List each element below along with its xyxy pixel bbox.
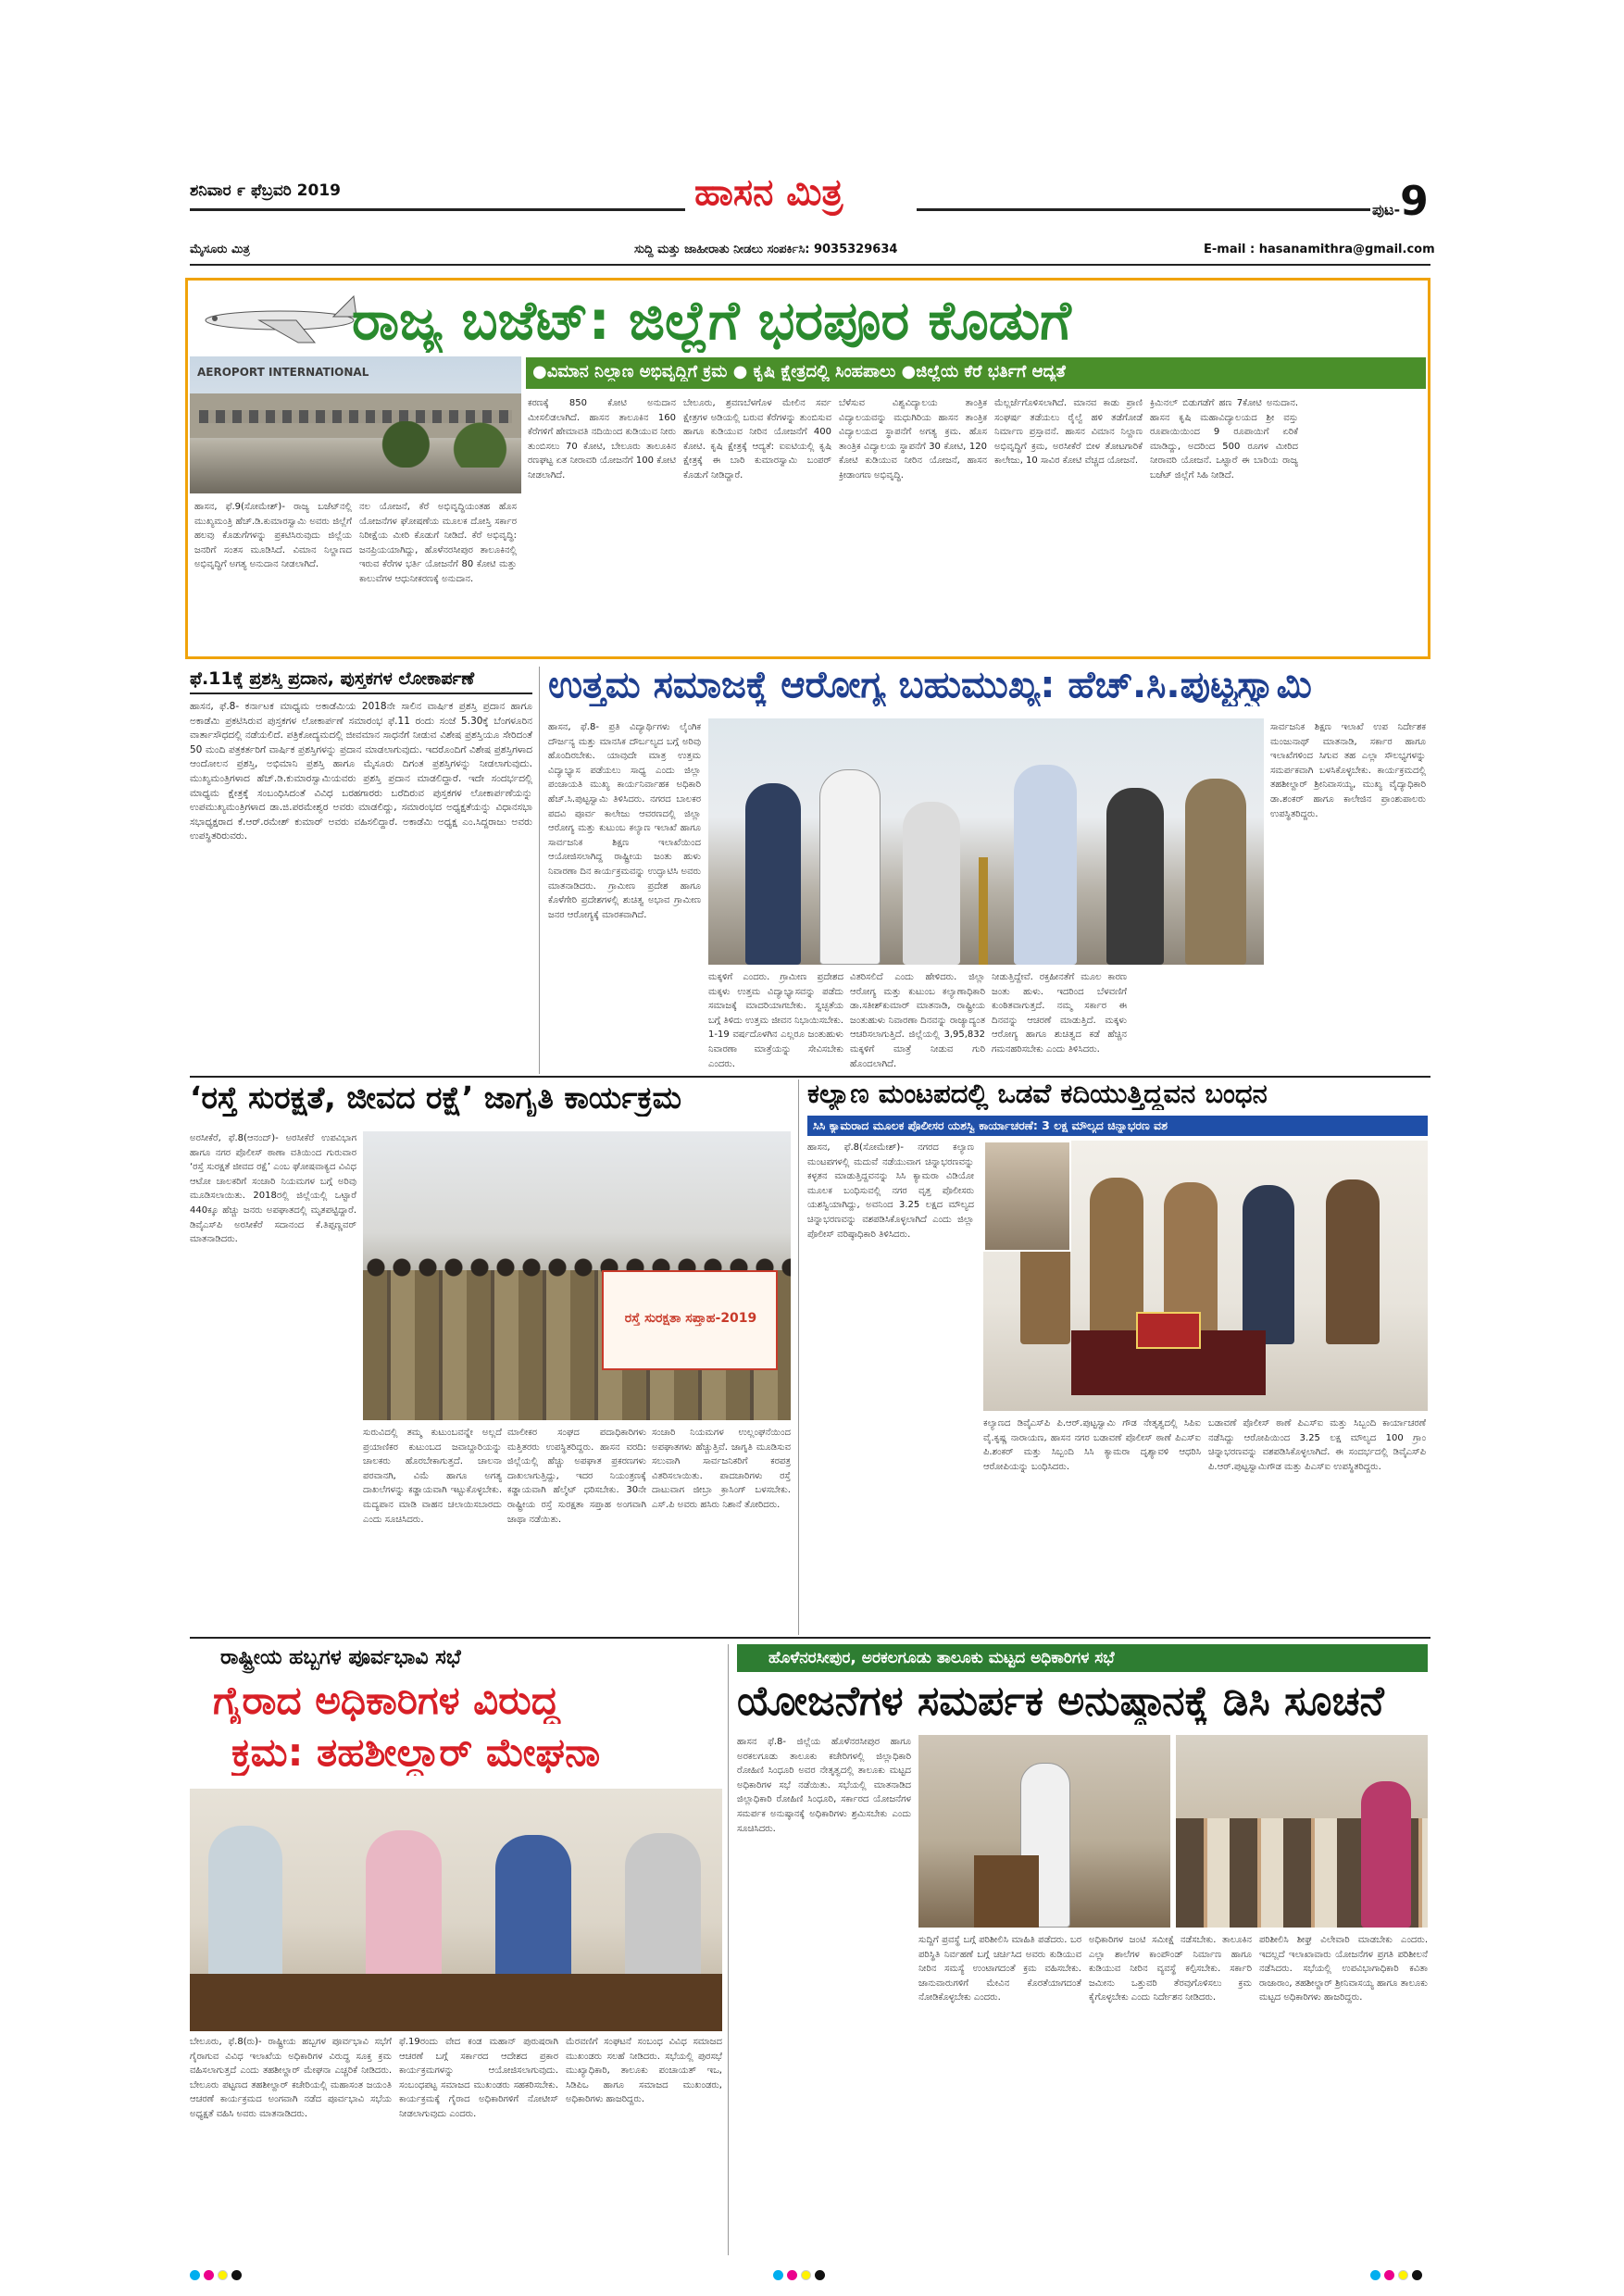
health-photo: [708, 718, 1264, 965]
person-1: [745, 783, 801, 965]
person-4: [1014, 765, 1077, 965]
person-6: [1185, 779, 1246, 965]
road-col-4: ಸಂಚಾರಿ ನಿಯಮಗಳ ಉಲ್ಲಂಘನೆಯಿಂದ ಅಪಘಾತಗಳು ಹೆಚ್ಚುತ್ತಿವೆ. ಜಾಗೃತಿ ಮೂಡಿಸುವ ಸಲುವಾಗಿ ಸಾರ್ವಜನಿಕರಿಗೆ ಕರಪತ್ರ ವಿತರಿಸಲಾಯಿತು. ಪಾದಚಾರಿಗಳು ರಸ್ತೆ ದಾಟುವಾಗ ಜೀಬ್ರಾ ಕ್ರಾಸಿಂಗ್ ಬಳಸಬೇಕು. ಎಸ್.ಪಿ ಅವರು ಹಸಿರು ನಿಶಾನೆ ತೋರಿದರು.: [652, 1428, 791, 1510]
dc-kicker: ಹೊಳೆನರಸೀಪುರ, ಅರಕಲಗೂಡು ತಾಲೂಕು ಮಟ್ಟದ ಅಧಿಕಾರಿಗಳ ಸಭೆ: [768, 1649, 1115, 1667]
masthead-rule-right: [917, 208, 1370, 211]
person-5: [1106, 788, 1164, 965]
national-kicker: ರಾಷ್ಟ್ರೀಯ ಹಬ್ಬಗಳ ಪೂರ್ವಭಾವಿ ಸಭೆ: [220, 1646, 461, 1669]
health-col-4: ನೀಡುತ್ತಿದ್ದೇವೆ. ರಕ್ತಹೀನತೆಗೆ ಮೂಲ ಕಾರಣ ಜಂತು ಹುಳು. ಇದರಿಂದ ಬೆಳವಣಿಗೆ ಕುಂಠಿತವಾಗುತ್ತದೆ. ನಮ್ಮ ಸರ್ಕಾರ ಈ ದಿನವನ್ನು ಆಚರಣೆ ಮಾಡುತ್ತಿದೆ. ಮಕ್ಕಳು ಆರೋಗ್ಯ ಹಾಗೂ ಶುಚಿತ್ವದ ಕಡೆ ಹೆಚ್ಚಿನ ಗಮನಹರಿಸಬೇಕು ಎಂದು ತಿಳಿಸಿದರು.: [992, 972, 1127, 1054]
budget-col-8: [1305, 396, 1421, 654]
page-number: 9: [1400, 178, 1429, 225]
health-col-5: ಸಾರ್ವಜನಿಕ ಶಿಕ್ಷಣ ಇಲಾಖೆ ಉಪ ನಿರ್ದೇಶಕ ಮಂಜುನಾಥ್ ಮಾತನಾಡಿ, ಸರ್ಕಾರ ಹಾಗೂ ಇಲಾಖೆಗಳಿಂದ ಸಿಗುವ ತಹ ಎಲ್ಲಾ ಸೌಲಭ್ಯಗಳನ್ನು ಸಮರ್ಪಕವಾಗಿ ಬಳಸಿಕೊಳ್ಳಬೇಕು. ಕಾರ್ಯಕ್ರಮದಲ್ಲಿ ತಹಶೀಲ್ದಾರ್ ಶ್ರೀನಿವಾಸಯ್ಯ, ಮುಖ್ಯ ವೈದ್ಯಾಧಿಕಾರಿ ಡಾ.ಶಂಕರ್ ಹಾಗೂ ಕಾಲೇಜಿನ ಪ್ರಾಂಶುಪಾಲರು ಉಪಸ್ಥಿತರಿದ್ದರು.: [1270, 722, 1426, 819]
road-banner: [602, 1270, 778, 1370]
lamp-stand: [979, 857, 988, 965]
inset-portrait: [983, 1141, 1071, 1252]
officer-4: [1243, 1185, 1294, 1344]
black-dot: [231, 2270, 242, 2280]
national-col-1: ಬೇಲೂರು, ಫೆ.8(ರು)- ರಾಷ್ಟ್ರೀಯ ಹಬ್ಬಗಳ ಪೂರ್ವಭಾವಿ ಸಭೆಗೆ ಗೈರಾಗುವ ವಿವಿಧ ಇಲಾಖೆಯ ಅಧಿಕಾರಿಗಳ ವಿರುದ್ಧ ಸೂಕ್ತ ಕ್ರಮ ವಹಿಸಲಾಗುತ್ತದೆ ಎಂದು ತಹಶೀಲ್ದಾರ್ ಮೇಘನಾ ಎಚ್ಚರಿಕೆ ನೀಡಿದರು. ಬೇಲೂರು ಪಟ್ಟಣದ ತಹಶೀಲ್ದಾರ್ ಕಚೇರಿಯಲ್ಲಿ ಮಹಾಸಂತ ಜಯಂತಿ ಆಚರಣೆ ಕಾರ್ಯಕ್ರಮದ ಅಂಗವಾಗಿ ನಡೆದ ಪೂರ್ವಭಾವಿ ಸಭೆಯ ಅಧ್ಯಕ್ಷತೆ ವಹಿಸಿ ಅವರು ಮಾತನಾಡಿದರು.: [190, 2037, 392, 2119]
registration-dots-left: [190, 2270, 245, 2281]
budget-bullets: ●ವಿಮಾನ ನಿಲ್ದಾಣ ಅಭಿವೃದ್ಧಿಗೆ ಕ್ರಮ ● ಕೃಷಿ ಕ್ಷೇತ್ರದಲ್ಲಿ ಸಿಂಹಪಾಲು ●ಜಿಲ್ಲೆಯ ಕೆರೆ ಭರ್ತಿಗೆ ಆದ್ಯತೆ: [532, 362, 1066, 381]
police-photo: [983, 1141, 1428, 1411]
masthead-bottom-rule: [190, 264, 1430, 266]
road-col-2: ಸುರುವಿದಲ್ಲಿ ತಮ್ಮ ಕುಟುಂಬವನ್ನೇ ಅಲ್ಲದೆ ಪ್ರಯಾಣಿಕರ ಕುಟುಂಬದ ಜವಾಬ್ದಾರಿಯನ್ನು ಚಾಲಕರು ಹೊರಬೇಕಾಗುತ್ತದೆ. ಚಾಲನಾ ಪರವಾನಗಿ, ವಿಮೆ ಹಾಗೂ ಅಗತ್ಯ ದಾಖಲೆಗಳನ್ನು ಕಡ್ಡಾಯವಾಗಿ ಇಟ್ಟುಕೊಳ್ಳಬೇಕು. ಮದ್ಯಪಾನ ಮಾಡಿ ವಾಹನ ಚಲಾಯಿಸಬಾರದು ಎಂದು ಸೂಚಿಸಿದರು.: [363, 1428, 502, 1525]
black-dot: [815, 2270, 825, 2280]
marriage-headline: ಕಲ್ಯಾಣ ಮಂಟಪದಲ್ಲಿ ಒಡವೆ ಕದಿಯುತ್ತಿದ್ದವನ ಬಂಧನ: [807, 1078, 1268, 1109]
cyan-dot: [1370, 2270, 1380, 2280]
dc-col-1: ಹಾಸನ ಫೆ.8- ಜಿಲ್ಲೆಯ ಹೊಳೆನರಸೀಪುರ ಹಾಗೂ ಅರಕಲಗೂಡು ತಾಲೂಕು ಕಚೇರಿಗಳಲ್ಲಿ ಜಿಲ್ಲಾಧಿಕಾರಿ ರೋಹಿಣಿ ಸಿಂಧೂರಿ ಅವರ ನೇತೃತ್ವದಲ್ಲಿ ತಾಲೂಕು ಮಟ್ಟದ ಅಧಿಕಾರಿಗಳ ಸಭೆ ನಡೆಯಿತು. ಸಭೆಯಲ್ಲಿ ಮಾತನಾಡಿದ ಜಿಲ್ಲಾಧಿಕಾರಿ ರೋಹಿಣಿ ಸಿಂಧೂರಿ, ಸರ್ಕಾರದ ಯೋಜನೆಗಳ ಸಮರ್ಪಕ ಅನುಷ್ಠಾನಕ್ಕೆ ಅಧಿಕಾರಿಗಳು ಶ್ರಮಿಸಬೇಕು ಎಂದು ಸೂಚಿಸಿದರು.: [737, 1737, 911, 1834]
dc-col-2: ಸುದ್ದಿಗೆ ಪ್ರವಸ್ಥೆ ಬಗ್ಗೆ ಪರಿಶೀಲಿಸಿ ಮಾಹಿತಿ ಪಡೆದರು. ಬರ ಪರಿಸ್ಥಿತಿ ನಿರ್ವಹಣೆ ಬಗ್ಗೆ ಚರ್ಚಿಸಿದ ಅವರು ಕುಡಿಯುವ ನೀರಿನ ಸಮಸ್ಯೆ ಉಂಟಾಗದಂತೆ ಕ್ರಮ ವಹಿಸಬೇಕು. ಜಾನುವಾರುಗಳಿಗೆ ಮೇವಿನ ಕೊರತೆಯಾಗದಂತೆ ನೋಡಿಕೊಳ್ಳಬೇಕು ಎಂದರು.: [918, 1935, 1081, 2003]
award-body: ಹಾಸನ, ಫೆ.8- ಕರ್ನಾಟಕ ಮಾಧ್ಯಮ ಅಕಾಡೆಮಿಯ 2018ನೇ ಸಾಲಿನ ವಾರ್ಷಿಕ ಪ್ರಶಸ್ತಿ ಪ್ರದಾನ ಹಾಗೂ ಅಕಾಡೆಮಿ ಪ್ರಕಟಿಸಿರುವ ಪುಸ್ತಕಗಳ ಲೋಕಾರ್ಪಣೆ ಸಮಾರಂಭ ಫೆ.11 ರಂದು ಸಂಜೆ 5.30ಕ್ಕೆ ಬೆಂಗಳೂರಿನ ವಾರ್ತಾಸೌಧದಲ್ಲಿ ನಡೆಯಲಿದೆ. ಪತ್ರಿಕೋದ್ಯಮದಲ್ಲಿ ಜೀವಮಾನ ಸಾಧನೆಗೆ ನೀಡುವ ವಿಶೇಷ ಪ್ರಶಸ್ತಿಯೂ ಸೇರಿದಂತೆ 50 ಮಂದಿ ಪತ್ರಕರ್ತರಿಗೆ ವಾರ್ಷಿಕ ಪ್ರಶಸ್ತಿಗಳನ್ನು ಪ್ರದಾನ ಮಾಡಲಾಗುವುದು. ಇದರೊಂದಿಗೆ ವಿಶೇಷ ಪ್ರಶಸ್ತಿಗಳಾದ ಆಂದೋಲನ ಪ್ರಶಸ್ತಿ, ಅಭಿಮಾನಿ ಪ್ರಶಸ್ತಿ ಹಾಗೂ ಮೈಸೂರು ದಿಗಂತ ಪ್ರಶಸ್ತಿಗಳನ್ನು ನೀಡಲಾಗುವುದು. ಮುಖ್ಯಮಂತ್ರಿಗಳಾದ ಹೆಚ್.ಡಿ.ಕುಮಾರಸ್ವಾಮಿಯವರು ಪ್ರಶಸ್ತಿ ಪ್ರದಾನ ಮಾಡಲಿದ್ದಾರೆ. ಇದೇ ಸಂದರ್ಭದಲ್ಲಿ ಮಾಧ್ಯಮ ಕ್ಷೇತ್ರಕ್ಕೆ ಸಂಬಂಧಿಸಿದಂತೆ ವಿವಿಧ ಬರಹಗಾರರು ಬರೆದಿರುವ ಪುಸ್ತಕಗಳ ಲೋಕಾರ್ಪಣೆಯನ್ನು ಉಪಮುಖ್ಯಮಂತ್ರಿಗಳಾದ ಡಾ.ಜಿ.ಪರಮೇಶ್ವರ ಅವರು ಮಾಡಲಿದ್ದು, ಸಮಾರಂಭದ ಅಧ್ಯಕ್ಷತೆಯನ್ನು ವಿಧಾನಸಭಾ ಸಭಾಧ್ಯಕ್ಷರಾದ ಕೆ.ಆರ್.ರಮೇಶ್ ಕುಮಾರ್ ಅವರು ವಹಿಸಲಿದ್ದಾರೆ. ಅಕಾಡೆಮಿ ಅಧ್ಯಕ್ಷ ಎಂ.ಸಿದ್ದರಾಜು ಅವರು ಉಪಸ್ಥಿತರಿರುವರು.: [190, 701, 532, 842]
budget-col-3: ಕರಣಕ್ಕೆ 850 ಕೋಟಿ ಅನುದಾನ ಮೀಸಲಿಡಲಾಗಿದೆ. ಹಾಸನ ತಾಲೂಕಿನ 160 ಕೆರೆಗಳಿಗೆ ಹೇಮಾವತಿ ನದಿಯಿಂದ ಕುಡಿಯುವ ನೀರು ತುಂಬಿಸಲು 70 ಕೋಟಿ, ಬೇಲೂರು ತಾಲೂಕಿನ ರಣಘಟ್ಟ ಏತ ನೀರಾವರಿ ಯೋಜನೆಗೆ 100 ಕೋಟಿ ನೀಡಲಾಗಿದೆ.: [528, 398, 676, 480]
podium: [974, 1855, 1039, 1928]
cyan-dot: [190, 2270, 200, 2280]
health-col-1: ಹಾಸನ, ಫೆ.8- ಪ್ರತಿ ವಿದ್ಯಾರ್ಥಿಗಳು ಲೈಂಗಿಕ ದೌರ್ಜನ್ಯ ಮತ್ತು ಮಾನಸಿಕ ದೌರ್ಬಲ್ಯದ ಬಗ್ಗೆ ಅರಿವು ಹೊಂದಿರಬೇಕು. ಯಾವುದೇ ಮಾತ್ರ ಉತ್ತಮ ವಿದ್ಯಾಭ್ಯಾಸ ಪಡೆಯಲು ಸಾಧ್ಯ ಎಂದು ಜಿಲ್ಲಾ ಪಂಚಾಯತಿ ಮುಖ್ಯ ಕಾರ್ಯನಿರ್ವಾಹಕ ಅಧಿಕಾರಿ ಹೆಚ್.ಸಿ.ಪುಟ್ಟಸ್ವಾಮಿ ತಿಳಿಸಿದರು. ನಗರದ ಬಾಲಕರ ಪದವಿ ಪೂರ್ವ ಕಾಲೇಜು ಆವರಣದಲ್ಲಿ ಜಿಲ್ಲಾ ಆರೋಗ್ಯ ಮತ್ತು ಕುಟುಂಬ ಕಲ್ಯಾಣ ಇಲಾಖೆ ಹಾಗೂ ಸಾರ್ವಜನಿಕ ಶಿಕ್ಷಣ ಇಲಾಖೆಯಿಂದ ಆಯೋಜಿಸಲಾಗಿದ್ದ ರಾಷ್ಟ್ರೀಯ ಜಂತು ಹುಳು ನಿವಾರಣಾ ದಿನ ಕಾರ್ಯಕ್ರಮವನ್ನು ಉದ್ಘಾಟಿಸಿ ಅವರು ಮಾತನಾಡಿದರು. ಗ್ರಾಮೀಣ ಪ್ರದೇಶ ಹಾಗೂ ಕೊಳೆಗೇರಿ ಪ್ರದೇಶಗಳಲ್ಲಿ ಶುಚಿತ್ವ ಅಭಾವ ಗ್ರಾಮೀಣ ಜನರ ಆರೋಗ್ಯಕ್ಕೆ ಮಾರಕವಾಗಿದೆ.: [548, 722, 701, 920]
health-col-2: ಮಕ್ಕಳಿಗೆ ಎಂದರು. ಗ್ರಾಮೀಣ ಪ್ರದೇಶದ ಮಕ್ಕಳು ಉತ್ತಮ ವಿದ್ಯಾಭ್ಯಾಸವನ್ನು ಪಡೆದು ಸಮಾಜಕ್ಕೆ ಮಾದರಿಯಾಗಬೇಕು. ಸ್ವಚ್ಛತೆಯ ಬಗ್ಗೆ ತಿಳಿದು ಉತ್ತಮ ಜೀವನ ನಿಭಾಯಿಸಬೇಕು. 1-19 ವರ್ಷದೊಳಗಿನ ಎಲ್ಲರೂ ಜಂತುಹುಳು ನಿವಾರಣಾ ಮಾತ್ರೆಯನ್ನು ಸೇವಿಸಬೇಕು ಎಂದರು.: [708, 972, 843, 1069]
dc-col-3: ಅಧಿಕಾರಿಗಳ ಜಂಟಿ ಸಮೀಕ್ಷೆ ನಡೆಸಬೇಕು. ತಾಲೂಕಿನ ಎಲ್ಲಾ ಶಾಲೆಗಳ ಕಾಂಪೌಂಡ್ ನಿರ್ಮಾಣ ಹಾಗೂ ಕುಡಿಯುವ ನೀರಿನ ವ್ಯವಸ್ಥೆ ಕಲ್ಪಿಸಬೇಕು. ಸರ್ಕಾರಿ ಜಮೀನು ಒತ್ತುವರಿ ತೆರವುಗೊಳಿಸಲು ಕ್ರಮ ಕೈಗೊಳ್ಳಬೇಕು ಎಂದು ನಿರ್ದೇಶನ ನೀಡಿದರು.: [1089, 1935, 1252, 2003]
award-rule: [190, 693, 532, 694]
airplane-graphic: [194, 285, 356, 350]
budget-headline: ರಾಜ್ಯ ಬಜೆಟ್: ಜಿಲ್ಲೆಗೆ ಭರಪೂರ ಕೊಡುಗೆ: [352, 289, 1071, 352]
road-col-1: ಅರಸೀಕೆರೆ, ಫೆ.8(ಆನಂದ್)- ಅರಸೀಕೆರೆ ಉಪವಿಭಾಗ ಹಾಗೂ ನಗರ ಪೊಲೀಸ್ ಠಾಣಾ ವತಿಯಿಂದ ಗುರುವಾರ ‘ರಸ್ತೆ ಸುರಕ್ಷತೆ ಜೀವದ ರಕ್ಷೆ’ ಎಂಬ ಘೋಷವಾಕ್ಯದ ವಿವಿಧ ಆಟೋ ಚಾಲಕರಿಗೆ ಸಂಚಾರಿ ನಿಯಮಗಳ ಬಗ್ಗೆ ಅರಿವು ಮೂಡಿಸಲಾಯಿತು. 2018ರಲ್ಲಿ ಜಿಲ್ಲೆಯಲ್ಲಿ ಒಟ್ಟಾರೆ 440ಕ್ಕೂ ಹೆಚ್ಚು ಜನರು ಅಪಘಾತದಲ್ಲಿ ಮೃತಪಟ್ಟಿದ್ದಾರೆ. ಡಿವೈಎಸ್‌ಪಿ ಅರಸೀಕೆರೆ ಸದಾನಂದ ಕೆ.ತಿಪ್ಪಣ್ಣವರ್ ಮಾತನಾಡಿದರು.: [190, 1133, 356, 1245]
budget-col-2: ನಲ ಯೋಜನೆ, ಕೆರೆ ಅಭಿವೃದ್ಧಿಯಂತಹ ಹೊಸ ಯೋಜನೆಗಳ ಘೋಷಣೆಯ ಮೂಲಕ ದೋಸ್ತಿ ಸರ್ಕಾರ ನಿರೀಕ್ಷೆಯ ಮೀರಿ ಕೊಡುಗೆ ನೀಡಿದೆ. ಕೆರೆ ಅಭಿವೃದ್ಧಿ: ಜನಪ್ರಿಯಯಾಗಿದ್ದು, ಹೊಳೆನರಸೀಪುರ ತಾಲೂಕಿನಲ್ಲಿ ಇರುವ ಕೆರೆಗಳ ಭರ್ತಿ ಯೋಜನೆಗೆ 80 ಕೋಟಿ ಮತ್ತು ಕಾಲುವೆಗಳ ಆಧುನೀಕರಣಕ್ಕೆ ಅನುದಾನ.: [359, 502, 517, 584]
yellow-dot: [801, 2270, 811, 2280]
section-rule-3: [190, 1637, 1430, 1639]
column-divider-1: [539, 667, 540, 1074]
national-col-2: ಫೆ.19ರಂದು ವೇದ ಕಂಡ ಮಹಾನ್ ಪುರುಷರಾಗಿ ಆಚರಣೆ ಬಗ್ಗೆ ಸರ್ಕಾರದ ಆದೇಶದ ಪ್ರಕಾರ ಕಾರ್ಯಕ್ರಮಗಳನ್ನು ಆಯೋಜಿಸಲಾಗುವುದು. ಸಂಬಂಧಪಟ್ಟ ಸಮಾಜದ ಮುಖಂಡರು ಸಹಕರಿಸಬೇಕು. ಕಾರ್ಯಕ್ರಮಕ್ಕೆ ಗೈರಾದ ಅಧಿಕಾರಿಗಳಿಗೆ ನೋಟೀಸ್ ನೀಡಲಾಗುವುದು ಎಂದರು.: [399, 2037, 558, 2119]
black-dot: [1412, 2270, 1422, 2280]
jewellery-box: [1136, 1312, 1201, 1349]
person-2: [819, 769, 881, 965]
masthead-rule-left: [190, 208, 685, 211]
meeting-photo: [190, 1789, 722, 2031]
yellow-dot: [218, 2270, 228, 2280]
budget-col-7: ಕ್ರಿಮಿನಲ್ ಬಿಡುಗಡೆಗೆ ಹಣ 7ಕೋಟಿ ಅನುದಾನ. ಹಾಸನ ಕೃಷಿ ಮಹಾವಿದ್ಯಾಲಯದ ಶ್ರೀ ವಸ್ತು ರೂಪಾಯಿಯಿಂದ 9 ರೂಪಾಯಿಗೆ ಏರಿಕೆ ಮಾಡಿದ್ದು, ಅದರಿಂದ 500 ರೂಗಳ ಮೀರಿದ ನೀರಾವರಿ ಯೋಜನೆ. ಒಟ್ಟಾರೆ ಈ ಬಾರಿಯ ರಾಜ್ಯ ಬಜೆಟ್ ಜಿಲ್ಲೆಗೆ ಸಿಹಿ ನೀಡಿದೆ.: [1150, 398, 1298, 480]
road-photo: [363, 1131, 791, 1420]
marriage-col-2: ಕಲ್ಯಾಣದ ಡಿವೈಎಸ್‌ಪಿ ಪಿ.ಆರ್.ಪುಟ್ಟಸ್ವಾಮಿ ಗೌಡ ನೇತೃತ್ವದಲ್ಲಿ ಸಿಪಿಐ ವೈ.ಕೃಷ್ಣ ನಾರಾಯಣ, ಹಾಸನ ನಗರ ಬಡಾವಣೆ ಪೊಲೀಸ್ ಠಾಣೆ ಪಿಎಸ್‌ಐ ಪಿ.ಶಂಕರ್ ಮತ್ತು ಸಿಬ್ಬಂದಿ ಸಿಸಿ ಕ್ಯಾಮರಾ ದೃಶ್ಯಾವಳಿ ಆಧರಿಸಿ ಆರೋಪಿಯನ್ನು ಬಂಧಿಸಿದರು.: [983, 1418, 1201, 1472]
marriage-subhead: ಸಿಸಿ ಕ್ಯಾಮರಾದ ಮೂಲಕ ಪೊಲೀಸರ ಯಶಸ್ವಿ ಕಾರ್ಯಾಚರಣೆ: 3 ಲಕ್ಷ ಮೌಲ್ಯದ ಚಿನ್ನಾಭರಣ ವಶ: [813, 1118, 1168, 1132]
magenta-dot: [787, 2270, 797, 2280]
page-label-text: ಪುಟ-: [1372, 201, 1401, 218]
dc-person: [1361, 1781, 1411, 1928]
officer-5: [1326, 1179, 1380, 1344]
registration-dots-right: [1370, 2270, 1426, 2281]
road-col-3: ಮಾಲೀಕರ ಸಂಘದ ಪದಾಧಿಕಾರಿಗಳು ಮತ್ತಿತರರು ಉಪಸ್ಥಿತರಿದ್ದರು. ಹಾಸನ ವರದಿ: ಜಿಲ್ಲೆಯಲ್ಲಿ ಹೆಚ್ಚು ಅಪಘಾತ ಪ್ರಕರಣಗಳು ದಾಖಲಾಗುತ್ತಿದ್ದು, ಇದರ ನಿಯಂತ್ರಣಕ್ಕೆ ಕಡ್ಡಾಯವಾಗಿ ಹೆಲ್ಮೆಟ್ ಧರಿಸಬೇಕು. 30ನೇ ರಾಷ್ಟ್ರೀಯ ರಸ್ತೆ ಸುರಕ್ಷತಾ ಸಪ್ತಾಹ ಅಂಗವಾಗಿ ಜಾಥಾ ನಡೆಯಿತು.: [507, 1428, 646, 1525]
marriage-col-3: ಬಡಾವಣೆ ಪೊಲೀಸ್ ಠಾಣೆ ಪಿಎಸ್‌ಐ ಮತ್ತು ಸಿಬ್ಬಂದಿ ಕಾರ್ಯಾಚರಣೆ ನಡೆಸಿದ್ದು ಆರೋಪಿಯಿಂದ 3.25 ಲಕ್ಷ ಮೌಲ್ಯದ 100 ಗ್ರಾಂ ಚಿನ್ನಾಭರಣವನ್ನು ವಶಪಡಿಸಿಕೊಳ್ಳಲಾಗಿದೆ. ಈ ಸಂದರ್ಭದಲ್ಲಿ ಡಿವೈಎಸ್‌ಪಿ ಪಿ.ಆರ್.ಪುಟ್ಟಸ್ವಾಮಿಗೌಡ ಮತ್ತು ಪಿಎಸ್‌ಐ ಉಪಸ್ಥಿತರಿದ್ದರು.: [1208, 1418, 1426, 1472]
column-divider-3: [728, 1644, 729, 2255]
road-headline: ‘ರಸ್ತೆ ಸುರಕ್ಷತೆ, ಜೀವದ ರಕ್ಷೆ’ ಜಾಗೃತಿ ಕಾರ್ಯಕ್ರಮ: [190, 1079, 681, 1116]
column-divider-2: [798, 1079, 799, 1635]
health-headline: ಉತ್ತಮ ಸಮಾಜಕ್ಕೆ ಆರೋಗ್ಯ ಬಹುಮುಖ್ಯ: ಹೆಚ್.ಸಿ.ಪುಟ್ಟಸ್ವಾಮಿ: [548, 664, 1312, 706]
marriage-col-1: ಹಾಸನ, ಫೆ.8(ಸೋಮೇಶ್)- ನಗರದ ಕಲ್ಯಾಣ ಮಂಟಪಗಳಲ್ಲಿ ಮದುವೆ ನಡೆಯುವಾಗ ಚಿನ್ನಾಭರಣವನ್ನು ಕಳ್ಳತನ ಮಾಡುತ್ತಿದ್ದವನನ್ನು ಸಿಸಿ ಕ್ಯಾಮರಾ ವಿಡಿಯೋ ಮೂಲಕ ಬಂಧಿಸುವಲ್ಲಿ ನಗರ ವೃತ್ತ ಪೊಲೀಸರು ಯಶಸ್ವಿಯಾಗಿದ್ದು, ಅವನಿಂದ 3.25 ಲಕ್ಷದ ಮೌಲ್ಯದ ಚಿನ್ನಾಭರಣವನ್ನು ವಶಪಡಿಸಿಕೊಳ್ಳಲಾಗಿದೆ ಎಂದು ಜಿಲ್ಲಾ ಪೊಲೀಸ್ ವರಿಷ್ಠಾಧಿಕಾರಿ ತಿಳಿಸಿದರು.: [807, 1142, 974, 1240]
dc-col-4: ಪರಿಶೀಲಿಸಿ ಶೀಘ್ರ ವಿಲೇವಾರಿ ಮಾಡಬೇಕು ಎಂದರು. ಇದಲ್ಲದೆ ಇಲಾಖಾವಾರು ಯೋಜನೆಗಳ ಪ್ರಗತಿ ಪರಿಶೀಲನೆ ನಡೆಸಿದರು. ಸಭೆಯಲ್ಲಿ ಉಪವಿಭಾಗಾಧಿಕಾರಿ ಕವಿತಾ ರಾಜಾರಾಂ, ತಹಶೀಲ್ದಾರ್ ಶ್ರೀನಿವಾಸಯ್ಯ ಹಾಗೂ ತಾಲೂಕು ಮಟ್ಟದ ಅಧಿಕಾರಿಗಳು ಹಾಜರಿದ್ದರು.: [1259, 1935, 1428, 2003]
dc-photo-2: [1176, 1735, 1428, 1928]
road-banner-text: ರಸ್ತೆ ಸುರಕ್ಷತಾ ಸಪ್ತಾಹ-2019: [624, 1311, 757, 1326]
national-headline-2: ಕ್ರಮ: ತಹಶೀಲ್ದಾರ್ ಮೇಘನಾ: [231, 1729, 601, 1775]
budget-col-6: ಮೆಲ್ಲರ್ಜೆಗೊಳಿಸಲಾಗಿದೆ. ಮಾನವ ಕಾಡು ಪ್ರಾಣಿ ಸಂಘರ್ಷ ತಡೆಯಲು ರೈಲ್ವೆ ಹಳಿ ತಡೆಗೋಡೆ ನಿರ್ಮಾಣ ಪ್ರಸ್ತಾವನೆ. ಹಾಸನ ವಿಮಾನ ನಿಲ್ದಾಣ ಅಭಿವೃದ್ಧಿಗೆ ಕ್ರಮ, ಅರಸೀಕೆರೆ ಬೀಳ ತೋಟಗಾರಿಕೆ ಕಾಲೇಜು, 10 ಸಾವಿರ ಕೋಟಿ ವೆಚ್ಚದ ಯೋಜನೆ.: [994, 398, 1143, 467]
national-col-3: ಮೆರವಣಿಗೆ ಸಂಘಟನೆ ಸಂಬಂಧ ವಿವಿಧ ಸಮಾಜದ ಮುಖಂಡರು ಸಲಹೆ ನೀಡಿದರು. ಸಭೆಯಲ್ಲಿ ಪುರಸಭೆ ಮುಖ್ಯಾಧಿಕಾರಿ, ತಾಲೂಕು ಪಂಚಾಯತ್ ಇಒ, ಸಿಡಿಪಿಒ ಹಾಗೂ ಸಮಾಜದ ಮುಖಂಡರು, ಅಧಿಕಾರಿಗಳು ಹಾಜರಿದ್ದರು.: [566, 2037, 722, 2105]
airport-trees: [356, 421, 521, 468]
health-col-3: ವಿತರಿಸಲಿದೆ ಎಂದು ಹೇಳಿದರು. ಜಿಲ್ಲಾ ಆರೋಗ್ಯ ಮತ್ತು ಕುಟುಂಬ ಕಲ್ಯಾಣಾಧಿಕಾರಿ ಡಾ.ಸತೀಶ್‌ಕುಮಾರ್ ಮಾತನಾಡಿ, ರಾಷ್ಟ್ರೀಯ ಜಂತುಹುಳು ನಿವಾರಣಾ ದಿನವನ್ನು ರಾಜ್ಯಾದ್ಯಂತ ಆಚರಿಸಲಾಗುತ್ತಿದೆ. ಜಿಲ್ಲೆಯಲ್ಲಿ 3,95,832 ಮಕ್ಕಳಿಗೆ ಮಾತ್ರೆ ನೀಡುವ ಗುರಿ ಹೊಂದಲಾಗಿದೆ.: [850, 972, 985, 1069]
magenta-dot: [204, 2270, 214, 2280]
page-label: [1372, 178, 1429, 225]
person-3: [903, 802, 960, 965]
national-headline-1: ಗೈರಾದ ಅಧಿಕಾರಿಗಳ ವಿರುದ್ಧ: [213, 1678, 560, 1723]
budget-col-4: ಬೇಲೂರು, ಶ್ರವಣಬೆಳಗೊಳ ಮೇಲಿನ ಸರ್ವ ಕ್ಷೇತ್ರಗಳ ಅಡಿಯಲ್ಲಿ ಬರುವ ಕೆರೆಗಳನ್ನು ತುಂಬಿಸುವ ಹಾಗೂ ಕುಡಿಯುವ ನೀರಿನ ಯೋಜನೆಗೆ 400 ಕೋಟಿ. ಕೃಷಿ ಕ್ಷೇತ್ರಕ್ಕೆ ಆದ್ಯತೆ: ಐಐಟಿಯಲ್ಲಿ ಕೃಷಿ ಕ್ಷೇತ್ರಕ್ಕೆ ಈ ಬಾರಿ ಕುಮಾರಸ್ವಾಮಿ ಬಂಪರ್ ಕೊಡುಗೆ ನೀಡಿದ್ದಾರೆ.: [683, 398, 831, 480]
masthead-date: ಶನಿವಾರ ೯ ಫೆಬ್ರವರಿ 2019: [190, 181, 341, 200]
meeting-table: [190, 1974, 722, 2031]
masthead-left-tag: ಮೈಸೂರು ಮಿತ್ರ: [190, 243, 250, 256]
yellow-dot: [1398, 2270, 1408, 2280]
budget-col-5: ಬೆಳೆಸುವ ವಿಶ್ವವಿದ್ಯಾಲಯ ತಾಂತ್ರಿಕ ವಿದ್ಯಾಲಯವನ್ನು ಮಧುಗಿರಿಯ ಹಾಸನ ತಾಂತ್ರಿಕ ವಿದ್ಯಾಲಯದ ಸ್ಥಾಪನೆಗೆ ಅಗತ್ಯ ಕ್ರಮ. ಹೊಸ ತಾಂತ್ರಿಕ ವಿದ್ಯಾಲಯ ಸ್ಥಾಪನೆಗೆ 30 ಕೋಟಿ, 120 ಕೋಟಿ ಕುಡಿಯುವ ನೀರಿನ ಯೋಜನೆ, ಹಾಸನ ಕ್ರೀಡಾಂಗಣ ಅಭಿವೃದ್ಧಿ.: [839, 398, 987, 480]
dc-photo-1: [918, 1735, 1170, 1928]
dc-headline: ಯೋಜನೆಗಳ ಸಮರ್ಪಕ ಅನುಷ್ಠಾನಕ್ಕೆ ಡಿಸಿ ಸೂಚನೆ: [737, 1678, 1384, 1725]
masthead-email: E-mail : hasanamithra@gmail.com: [1204, 243, 1435, 256]
airport-sign: AEROPORT INTERNATIONAL: [197, 366, 369, 379]
registration-dots-center: [773, 2270, 829, 2281]
masthead-contact: ಸುದ್ದಿ ಮತ್ತು ಜಾಹೀರಾತು ನೀಡಲು ಸಂಪರ್ಕಿಸಿ: 9035329634: [634, 243, 898, 256]
award-headline: ಫೆ.11ಕ್ಕೆ ಪ್ರಶಸ್ತಿ ಪ್ರದಾನ, ಪುಸ್ತಕಗಳ ಲೋಕಾರ್ಪಣೆ: [190, 668, 475, 689]
masthead-title: ಹಾಸನ ಮಿತ್ರ: [694, 170, 843, 214]
cyan-dot: [773, 2270, 783, 2280]
airport-photo: [190, 356, 521, 493]
budget-col-1: ಹಾಸನ, ಫೆ.9(ಸೋಮೇಶ್)- ರಾಜ್ಯ ಬಜೆಟ್‌ನಲ್ಲಿ ಮುಖ್ಯಮಂತ್ರಿ ಹೆಚ್.ಡಿ.ಕುಮಾರಸ್ವಾಮಿ ಅವರು ಜಿಲ್ಲೆಗೆ ಹಲವು ಕೊಡುಗೆಗಳನ್ನು ಪ್ರಕಟಿಸಿರುವುದು ಜಿಲ್ಲೆಯ ಜನರಿಗೆ ಸಂತಸ ಮೂಡಿಸಿದೆ. ವಿಮಾನ ನಿಲ್ದಾಣದ ಅಭಿವೃದ್ಧಿಗೆ ಅಗತ್ಯ ಅನುದಾನ ನೀಡಲಾಗಿದೆ.: [194, 502, 352, 570]
magenta-dot: [1384, 2270, 1394, 2280]
